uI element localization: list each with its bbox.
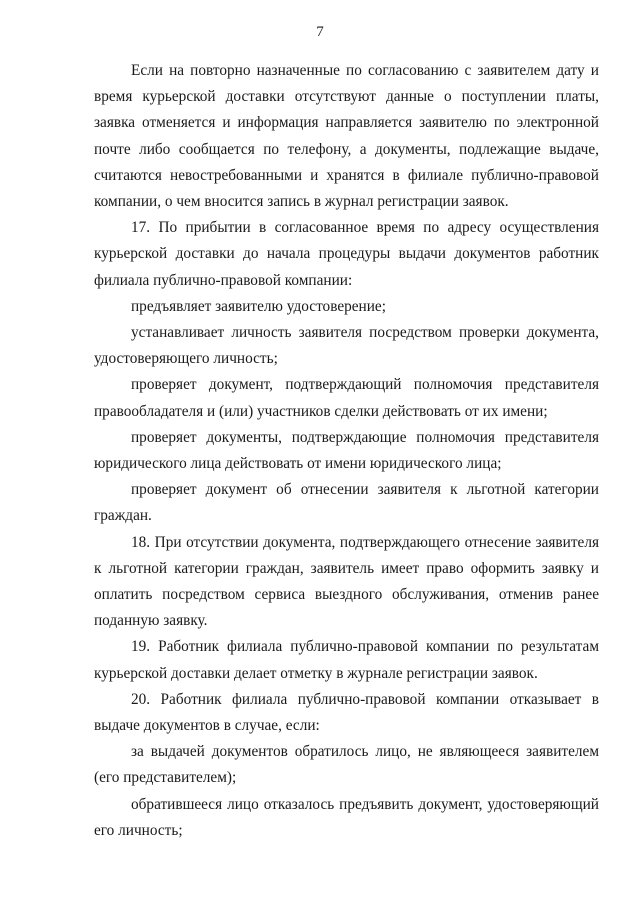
document-body	[94, 58, 599, 844]
page-number: 7	[316, 24, 324, 40]
paragraph: обратившееся лицо отказалось предъявить документ, удостоверяющий его личность;	[94, 795, 599, 839]
paragraph: 19. Работник филиала публично-правовой компании по результатам курьерской доставки делает отметку в журнале регистрации заявок.	[94, 638, 599, 682]
paragraph: проверяет документ, подтверждающий полномочия представителя правообладателя и (или) участников сделки действовать от их имени;	[94, 376, 599, 420]
paragraph: 20. Работник филиала публично-правовой компании отказывает в выдаче документов в случае, если:	[94, 690, 599, 735]
paragraph: проверяет документы, подтверждающие полномочия представителя юридического лица действовать от имени юридического лица;	[94, 428, 599, 473]
paragraph: устанавливает личность заявителя посредством проверки документа, удостоверяющего личность;	[94, 324, 599, 368]
paragraph: 17. По прибытии в согласованное время по адресу осуществления курьерской доставки до начала процедуры выдачи документов работник филиала публично-правовой компании:	[94, 219, 599, 289]
paragraph: проверяет документ об отнесении заявителя к льготной категории граждан.	[94, 481, 599, 525]
paragraph: 18. При отсутствии документа, подтверждающего отнесение заявителя к льготной категории граждан, заявитель имеет право оформить заявку и оплатить посредством сервиса выездного обслуживания, отменив ранее поданную заявку.	[94, 533, 599, 630]
paragraph: предъявляет заявителю удостоверение;	[131, 297, 386, 315]
paragraph: Если на повторно назначенные по согласованию с заявителем дату и время курьерской доставки отсутствуют данные о поступлении платы, заявка отменяется и информация направляется заявителю по электронной почте либо сообщается по телефону, а документы, подлежащие выдаче, считаются невостребованными и хранятся в филиале публично-правовой компании, о чем вносится запись в журнал регистрации заявок.	[94, 62, 599, 211]
paragraph: за выдачей документов обратилось лицо, не являющееся заявителем (его представителем);	[94, 743, 599, 787]
